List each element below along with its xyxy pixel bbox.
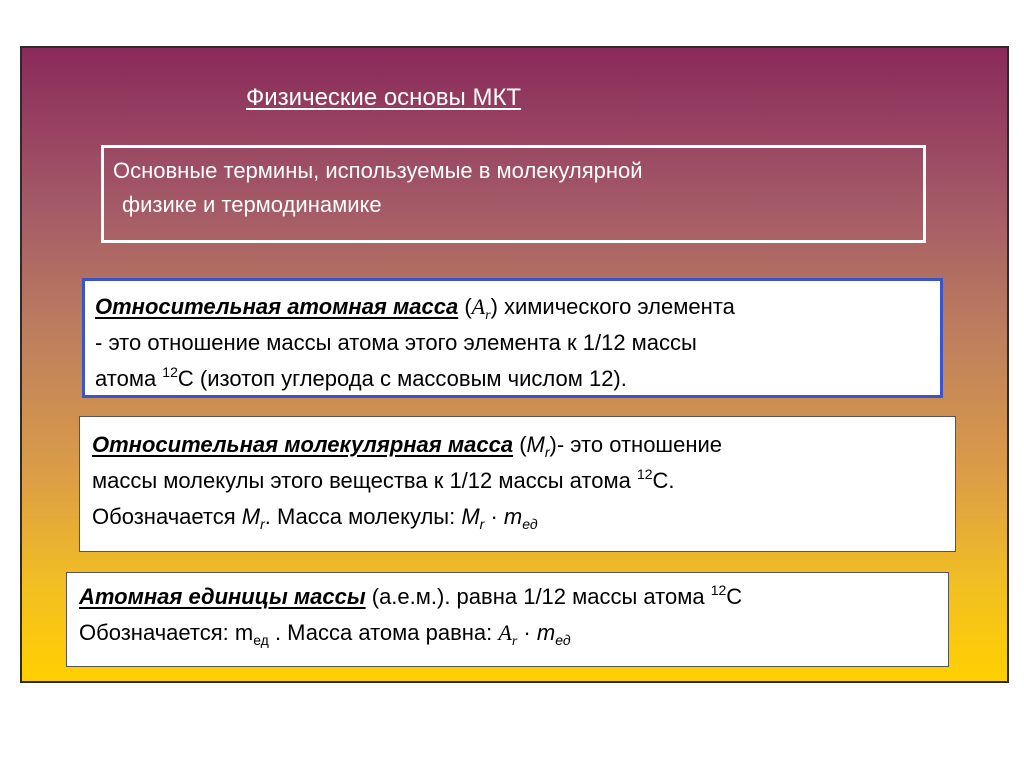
subtitle-line-2: физике и термодинамике <box>122 192 382 217</box>
def3-line2-mass: m <box>536 620 556 645</box>
def1-line3-b: C (изотоп углерода с массовым числом 12). <box>177 366 627 391</box>
def2-line3-mass-sub: ед <box>522 516 538 532</box>
def1-term: Относительная атомная масса <box>95 294 459 319</box>
def2-line2-a: массы молекулы этого вещества к 1/12 массы атома <box>92 468 637 493</box>
def2-line3-m-sub: r <box>260 516 265 532</box>
definition-atomic-mass <box>82 278 943 398</box>
def2-symbol-m: M <box>526 432 545 457</box>
def1-paren: ( <box>458 294 472 319</box>
def1-paren-close: ) <box>490 294 498 319</box>
def2-isotope-sup: 12 <box>636 466 653 482</box>
def3-line1-rest: (а.е.м.). равна 1/12 массы атома <box>365 584 711 609</box>
definition-atomic-mass-unit <box>66 572 949 667</box>
def1-line-3 <box>95 361 930 397</box>
def2-line1-rest: )- это отношение <box>549 432 722 457</box>
def2-paren: ( <box>513 432 527 457</box>
def2-line3-m: M <box>241 504 261 529</box>
def3-line2-a: Обозначается: m <box>79 620 254 645</box>
def3-line2-a-symbol: A <box>498 620 512 645</box>
def2-line3-m2: M <box>461 504 480 529</box>
def3-line2-b: . Масса атома равна: <box>268 620 499 645</box>
def1-symbol-sub: r <box>485 308 491 323</box>
def3-dot: · <box>517 620 537 645</box>
def2-line-2 <box>92 463 943 499</box>
def2-line3-b: . Масса молекулы: <box>264 504 462 529</box>
def2-line3-a: Обозначается <box>92 504 242 529</box>
def1-line3-a: атома <box>95 366 163 391</box>
def2-line2-b: C. <box>652 468 675 493</box>
def2-line3-m2-sub: r <box>479 516 485 532</box>
def1-symbol-a: A <box>471 294 486 319</box>
def2-dot: · <box>484 504 504 529</box>
def2-symbol-sub: r <box>544 444 550 460</box>
def1-symbol <box>471 294 491 323</box>
def3-term: Атомная единицы массы <box>79 584 366 609</box>
slide-title: Физические основы МКТ <box>246 84 522 111</box>
def2-line-3 <box>92 499 943 535</box>
def3-line1-end: C <box>726 584 743 609</box>
def2-term: Относительная молекулярная масса <box>92 432 514 457</box>
def3-line2-mass-sub: ед <box>555 632 571 648</box>
def3-line-2 <box>79 615 936 651</box>
def1-isotope-sup: 12 <box>162 364 178 380</box>
def3-line2-a-sub: r <box>511 634 518 649</box>
definition-molecular-mass <box>79 416 956 552</box>
def3-line2-sub: ед <box>253 632 269 648</box>
def2-line-1 <box>92 427 943 463</box>
def2-line3-mass: m <box>503 504 523 529</box>
def1-line-2: - это отношение массы атома этого элемента к 1/12 массы <box>95 330 697 355</box>
def3-line-1 <box>79 579 936 615</box>
def1-line1-rest: химического элемента <box>497 294 735 319</box>
def1-line-1 <box>95 289 930 325</box>
def3-isotope-sup: 12 <box>710 582 727 598</box>
def2-symbol <box>526 432 550 460</box>
subtitle-line-1: Основные термины, используемые в молекулярной <box>113 158 643 183</box>
